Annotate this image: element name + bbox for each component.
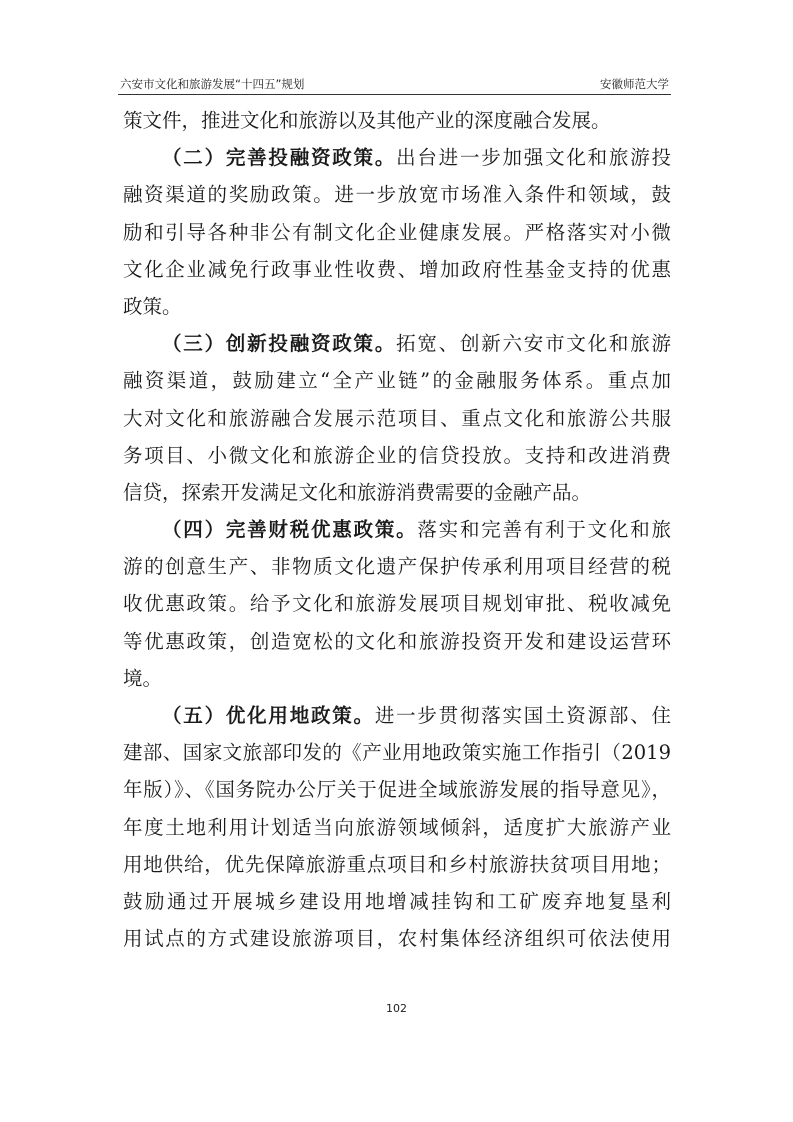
section-heading: （五）优化用地政策。 [162, 704, 375, 727]
section-heading: （四）完善财税优惠政策。 [162, 518, 418, 542]
text-run: 出台进一步加强文化和旅游投 [396, 146, 671, 170]
text-run: 进一步贯彻落实国土资源部、住 [374, 704, 671, 727]
text-line: 建部、国家文旅部印发的《产业用地政策实施工作指引（2019 [123, 741, 671, 765]
text-line: 策文件，推进文化和旅游以及其他产业的深度融合发展。 [123, 109, 611, 132]
text-line: 境。 [123, 666, 163, 690]
text-line: 励和引导各种非公有制文化企业健康发展。严格落实对小微 [123, 220, 671, 244]
text-line: 信贷，探索开发满足文化和旅游消费需要的金融产品。 [123, 480, 592, 504]
text-line: 政策。 [123, 294, 182, 318]
text-line [123, 697, 671, 734]
text-line: 等优惠政策，创造宽松的文化和旅游投资开发和建设运营环 [123, 629, 671, 653]
text-line [123, 511, 671, 548]
text-run: 拓宽、创新六安市文化和旅游 [396, 332, 671, 356]
text-line: 文化企业减免行政事业性收费、增加政府性基金支持的优惠 [123, 257, 671, 281]
text-line: 用地供给，优先保障旅游重点项目和乡村旅游扶贫项目用地； [123, 852, 671, 876]
text-line: 游的创意生产、非物质文化遗产保护传承利用项目经营的税 [123, 555, 671, 579]
text-line: 融资渠道的奖励政策。进一步放宽市场准入条件和领域，鼓 [123, 183, 671, 207]
running-header [118, 74, 671, 95]
document-title: 六安市文化和旅游发展“十四五”规划 [120, 77, 305, 91]
section-heading: （三）创新投融资政策。 [162, 332, 397, 356]
text-line: 年度土地利用计划适当向旅游领域倾斜，适度扩大旅游产业 [123, 815, 671, 839]
text-line [123, 325, 671, 362]
text-line: 务项目、小微文化和旅游企业的信贷投放。支持和改进消费 [123, 443, 671, 467]
text-line: 用试点的方式建设旅游项目，农村集体经济组织可依法使用 [123, 927, 671, 951]
text-line: 大对文化和旅游融合发展示范项目、重点文化和旅游公共服 [123, 406, 671, 430]
text-run: 落实和完善有利于文化和旅 [417, 518, 671, 542]
page-number: 102 [386, 1002, 407, 1015]
text-line: 鼓励通过开展城乡建设用地增减挂钩和工矿废弃地复垦利 [123, 889, 671, 913]
institution-name: 安徽师范大学 [600, 77, 669, 91]
body-text [123, 102, 671, 957]
text-line [123, 139, 671, 176]
section-heading: （二）完善投融资政策。 [162, 146, 397, 170]
text-line: 融资渠道，鼓励建立“全产业链”的金融服务体系。重点加 [123, 369, 671, 393]
text-line: 收优惠政策。给予文化和旅游发展项目规划审批、税收减免 [123, 592, 671, 616]
text-line: 年版）》、《国务院办公厅关于促进全域旅游发展的指导意见》， [123, 778, 671, 802]
